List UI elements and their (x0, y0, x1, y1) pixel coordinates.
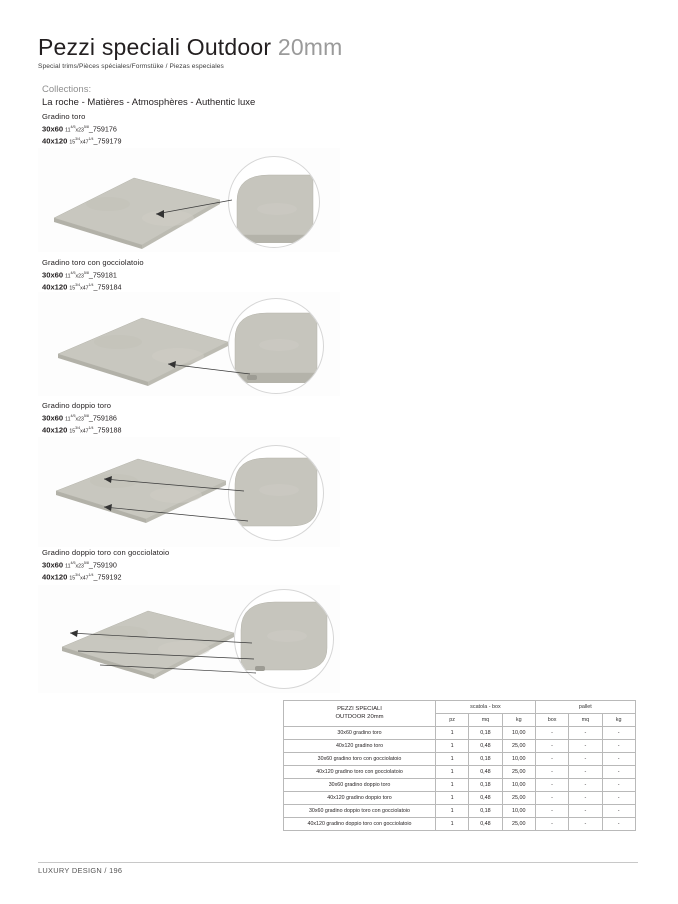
cell-mq: 0,48 (469, 792, 502, 805)
size-label: 40x120 (42, 425, 68, 435)
imperial-sup-2: 1/4 (88, 137, 94, 142)
col-head-pallet-mq: mq (569, 714, 602, 727)
cell-desc: 40x120 gradino doppio toro (284, 792, 436, 805)
table-row (284, 779, 636, 792)
cell-pallet-mq: - (569, 792, 602, 805)
imperial-sup-2: 5/8 (83, 561, 89, 565)
imperial-sup-2: 5/8 (83, 414, 89, 418)
cell-pz: 1 (436, 753, 469, 766)
page-title-text: Pezzi speciali Outdoor (38, 34, 272, 60)
col-head-mq: mq (469, 714, 502, 727)
cell-pallet-kg: - (602, 779, 635, 792)
cell-pallet-box: - (535, 727, 568, 740)
product-figure-gradino-doppio-toro-gocciolatoio (38, 585, 340, 693)
imperial-sup-1: 4/5 (70, 271, 76, 275)
collections-value: La roche - Matières - Atmosphères - Authentic luxe (42, 97, 256, 108)
group-header-scatola: scatola - box (436, 701, 536, 714)
imperial-sup-1: 3/4 (75, 137, 81, 142)
cell-pallet-mq: - (569, 766, 602, 779)
cell-pallet-kg: - (602, 818, 635, 831)
section-gradino-doppio-toro (42, 401, 121, 437)
section-title: Gradino toro (42, 112, 86, 121)
table-row (284, 727, 636, 740)
table-row (284, 740, 636, 753)
imperial-2: x23 (75, 273, 84, 280)
page-title (38, 34, 598, 61)
size-label: 30x60 (42, 560, 64, 570)
cell-desc: 30x60 gradino doppio toro con gocciolatoio (284, 805, 436, 818)
cell-pallet-kg: - (602, 766, 635, 779)
table-row (284, 766, 636, 779)
section-gradino-toro (42, 112, 121, 148)
cell-desc: 40x120 gradino toro con gocciolatoio (284, 766, 436, 779)
size-label: 40x120 (42, 572, 68, 582)
imperial-1: 15 (69, 428, 76, 435)
cell-desc: 40x120 gradino toro (284, 740, 436, 753)
table-row (284, 818, 636, 831)
product-figure-gradino-doppio-toro (38, 437, 340, 547)
cell-pallet-box: - (535, 805, 568, 818)
product-code: _759176 (88, 124, 117, 134)
col-head-box: box (535, 714, 568, 727)
section-gradino-doppio-toro-gocciolatoio (42, 548, 169, 584)
table-title-line2: OUTDOOR 20mm (335, 713, 384, 720)
cell-pz: 1 (436, 727, 469, 740)
product-code: _759192 (93, 572, 122, 582)
cell-pallet-box: - (535, 740, 568, 753)
imperial-sup-2: 1/4 (88, 283, 94, 288)
cell-pz: 1 (436, 779, 469, 792)
footer-text: LUXURY DESIGN / 196 (38, 866, 123, 875)
product-code: _759181 (88, 270, 117, 280)
cell-pz: 1 (436, 818, 469, 831)
size-label: 40x120 (42, 282, 68, 292)
size-label: 30x60 (42, 413, 64, 423)
cell-mq: 0,18 (469, 753, 502, 766)
table-header-row-1 (284, 701, 636, 714)
cell-kg: 25,00 (502, 792, 535, 805)
imperial-sup-1: 3/4 (75, 283, 81, 288)
cell-mq: 0,48 (469, 818, 502, 831)
cell-desc: 40x120 gradino doppio toro con gocciolatoio (284, 818, 436, 831)
imperial-1: 15 (69, 139, 76, 146)
product-code: _759179 (93, 136, 122, 146)
imperial-2: x47 (80, 575, 89, 582)
imperial-1: 11 (65, 563, 71, 570)
table-row (284, 792, 636, 805)
cell-desc: 30x60 gradino toro con gocciolatoio (284, 753, 436, 766)
specs-table (283, 700, 636, 831)
col-head-kg: kg (502, 714, 535, 727)
cell-kg: 10,00 (502, 753, 535, 766)
leader-line (38, 292, 340, 396)
section-line (42, 269, 144, 281)
cell-mq: 0,48 (469, 766, 502, 779)
imperial-2: x47 (80, 285, 89, 292)
section-title: Gradino doppio toro (42, 401, 112, 410)
cell-pallet-mq: - (569, 753, 602, 766)
cell-kg: 25,00 (502, 818, 535, 831)
product-code: _759190 (88, 560, 117, 570)
product-code: _759188 (93, 425, 122, 435)
col-head-pz: pz (436, 714, 469, 727)
imperial-2: x47 (80, 428, 89, 435)
imperial-2: x23 (75, 127, 84, 134)
cell-pallet-mq: - (569, 727, 602, 740)
cell-pallet-box: - (535, 818, 568, 831)
imperial-sup-1: 3/4 (75, 573, 81, 578)
imperial-sup-1: 3/4 (75, 426, 81, 431)
cell-pz: 1 (436, 766, 469, 779)
imperial-1: 15 (69, 285, 76, 292)
cell-pallet-kg: - (602, 792, 635, 805)
cell-pz: 1 (436, 805, 469, 818)
size-label: 40x120 (42, 136, 68, 146)
footer-divider (38, 862, 638, 863)
imperial-sup-2: 5/8 (83, 271, 89, 275)
imperial-2: x23 (75, 416, 84, 423)
leader-line (38, 148, 340, 252)
cell-pallet-box: - (535, 792, 568, 805)
imperial-sup-1: 4/5 (70, 125, 76, 129)
table-title-line1: PEZZI SPECIALI (337, 706, 382, 712)
specs-table-wrapper (283, 700, 635, 831)
cell-desc: 30x60 gradino doppio toro (284, 779, 436, 792)
cell-pallet-kg: - (602, 727, 635, 740)
cell-pallet-kg: - (602, 740, 635, 753)
cell-kg: 10,00 (502, 727, 535, 740)
table-title-cell (284, 701, 436, 727)
leader-lines (38, 437, 340, 547)
size-label: 30x60 (42, 270, 64, 280)
group-header-pallet: pallet (535, 701, 635, 714)
imperial-sup-1: 4/5 (70, 414, 76, 418)
cell-pz: 1 (436, 740, 469, 753)
cell-mq: 0,18 (469, 779, 502, 792)
cell-kg: 10,00 (502, 805, 535, 818)
cell-pallet-kg: - (602, 805, 635, 818)
page-title-size: 20mm (277, 34, 343, 60)
section-title: Gradino toro con gocciolatoio (42, 258, 144, 267)
product-figure-gradino-toro-gocciolatoio (38, 292, 340, 396)
table-row (284, 805, 636, 818)
product-code: _759184 (93, 282, 122, 292)
imperial-sup-2: 1/4 (88, 426, 94, 431)
table-row (284, 753, 636, 766)
section-line (42, 135, 121, 147)
section-line (42, 123, 121, 135)
cell-pallet-kg: - (602, 753, 635, 766)
cell-pallet-mq: - (569, 779, 602, 792)
imperial-1: 11 (65, 127, 71, 134)
product-code: _759186 (88, 413, 117, 423)
section-title: Gradino doppio toro con gocciolatoio (42, 548, 170, 557)
section-line (42, 571, 169, 583)
page-title-block (38, 34, 598, 70)
cell-kg: 25,00 (502, 766, 535, 779)
size-label: 30x60 (42, 124, 64, 134)
imperial-2: x23 (75, 563, 84, 570)
section-line (42, 424, 121, 436)
section-line (42, 559, 169, 571)
cell-pallet-box: - (535, 753, 568, 766)
collections-label: Collections: (42, 84, 92, 95)
imperial-sup-2: 5/8 (83, 125, 89, 129)
cell-kg: 25,00 (502, 740, 535, 753)
section-gradino-toro-gocciolatoio (42, 258, 144, 294)
page-subtitle: Special trims/Pièces spéciales/Formstüke / Piezas especiales (38, 63, 224, 70)
cell-mq: 0,18 (469, 805, 502, 818)
imperial-1: 15 (69, 575, 76, 582)
imperial-1: 11 (65, 273, 71, 280)
product-figure-gradino-toro (38, 148, 340, 252)
cell-pallet-box: - (535, 766, 568, 779)
cell-pallet-mq: - (569, 818, 602, 831)
section-line (42, 412, 121, 424)
cell-pz: 1 (436, 792, 469, 805)
imperial-sup-2: 1/4 (88, 573, 94, 578)
leader-lines (38, 585, 340, 693)
cell-kg: 10,00 (502, 779, 535, 792)
col-head-pallet-kg: kg (602, 714, 635, 727)
cell-pallet-mq: - (569, 805, 602, 818)
imperial-2: x47 (80, 139, 89, 146)
cell-pallet-mq: - (569, 740, 602, 753)
cell-desc: 30x60 gradino toro (284, 727, 436, 740)
imperial-1: 11 (65, 416, 71, 423)
cell-mq: 0,48 (469, 740, 502, 753)
imperial-sup-1: 4/5 (70, 561, 76, 565)
cell-pallet-box: - (535, 779, 568, 792)
cell-mq: 0,18 (469, 727, 502, 740)
